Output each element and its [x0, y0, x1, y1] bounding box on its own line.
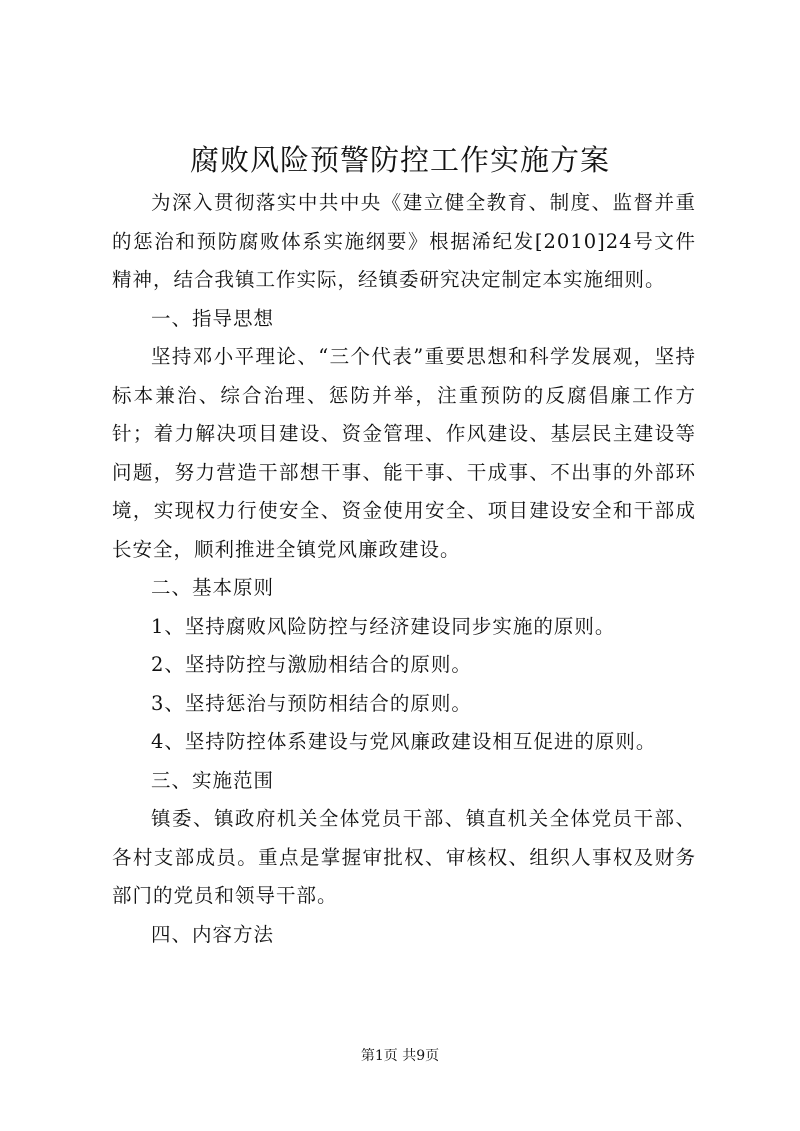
- document-body: [112, 184, 696, 954]
- principle-item: 1、坚持腐败风险防控与经济建设同步实施的原则。: [151, 614, 616, 638]
- section-heading-basic-principles: 二、基本原则: [151, 576, 275, 599]
- document-title: 腐败风险预警防控工作实施方案: [189, 143, 610, 177]
- principle-item: 4、坚持防控体系建设与党风廉政建设相互促进的原则。: [151, 730, 657, 753]
- scope-paragraph: 镇委、镇政府机关全体党员干部、镇直机关全体党员干部、各村支部成员。重点是掌握审批权、审核权、组织人事权及财务部门的党员和领导干部。: [112, 807, 696, 907]
- section-heading-guiding-ideology: 一、指导思想: [151, 306, 275, 330]
- principle-item: 3、坚持惩治与预防相结合的原则。: [151, 691, 472, 715]
- section-heading-scope: 三、实施范围: [151, 768, 275, 792]
- principle-item: 2、坚持防控与激励相结合的原则。: [151, 653, 472, 676]
- intro-paragraph: 为深入贯彻落实中共中央《建立健全教育、制度、监督并重的惩治和预防腐败体系实施纲要》根据浠纪发[2010]24号文件精神，结合我镇工作实际，经镇委研究决定制定本实施细则。: [112, 191, 696, 291]
- page-number: 第1页 共9页: [360, 1048, 440, 1064]
- guiding-ideology-paragraph: 坚持邓小平理论、“三个代表”重要思想和科学发展观，坚持标本兼治、综合治理、惩防并举，注重预防的反腐倡廉工作方针；着力解决项目建设、资金管理、作风建设、基层民主建设等问题，努力营造干部想干事、能干事、干成事、不出事的外部环境，实现权力行使安全、资金使用安全、项目建设安全和干部成长安全，顺利推进全镇党风廉政建设。: [112, 345, 696, 561]
- section-heading-content-methods: 四、内容方法: [151, 922, 275, 946]
